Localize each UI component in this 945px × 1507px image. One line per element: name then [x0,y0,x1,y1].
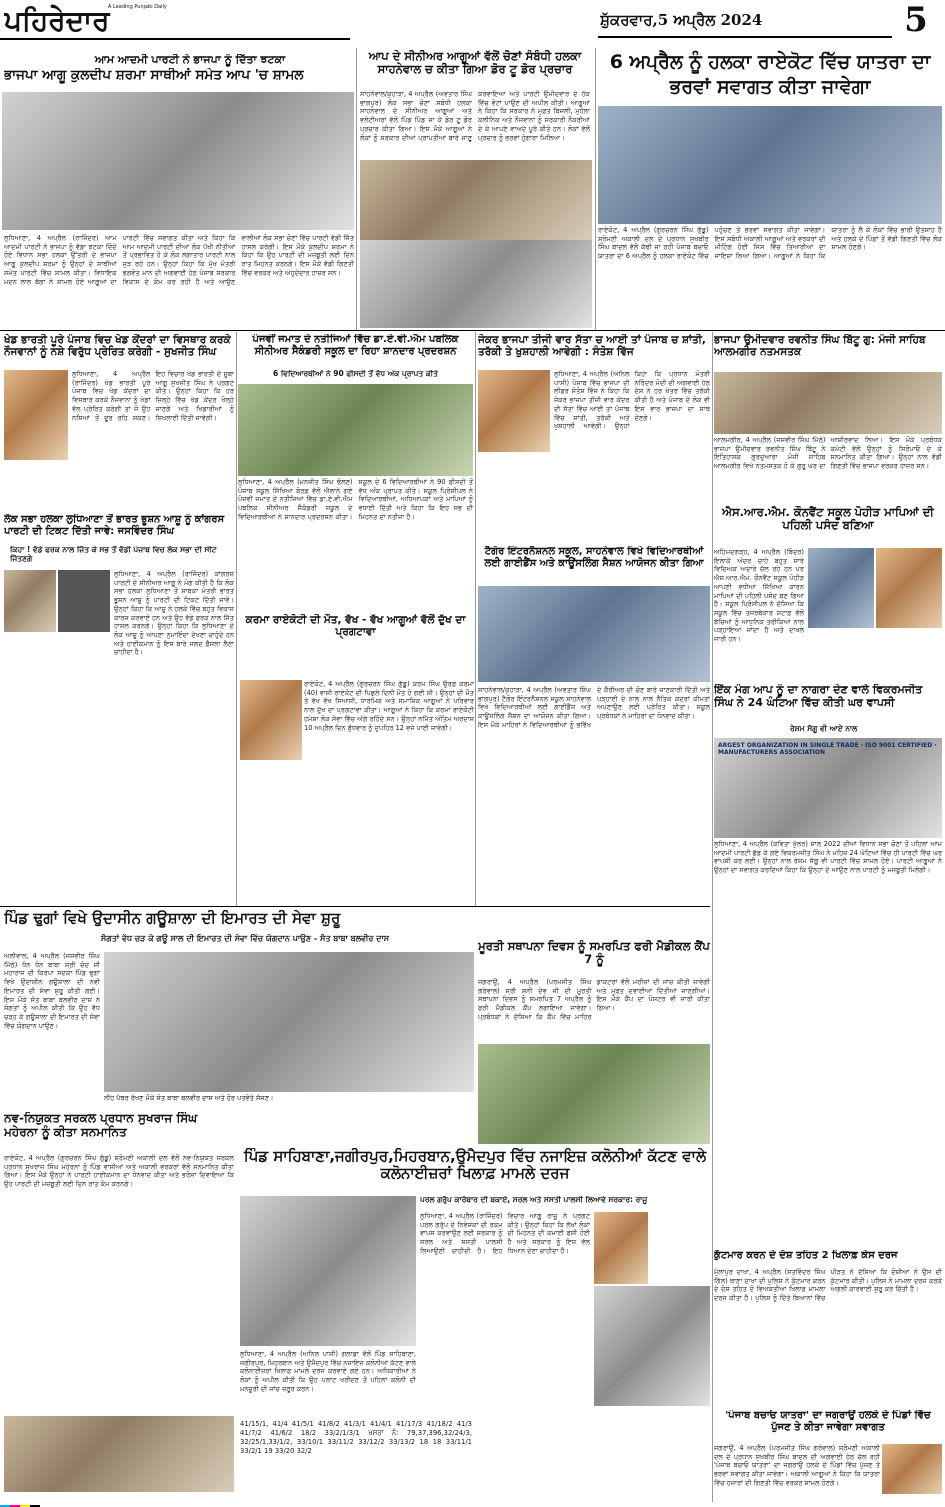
art15-headline: ਨਵ-ਨਿਯੁਕਤ ਸਰਕਲ ਪ੍ਰਧਾਨ ਸੁਖਰਾਜ ਸਿੰਘ ਮਹੇਰਨਾ ਨੂੰ ਕੀਤਾ ਸਨਮਾਨਿਤ [4,1112,198,1139]
masthead [0,0,945,48]
art1-headline: ਭਾਜਪਾ ਆਗੂ ਕੁਲਦੀਪ ਸ਼ਰਮਾ ਸਾਥੀਆਂ ਸਮੇਤ ਆਪ 'ਚ ਸ਼ਾਮਲ [4,68,304,83]
art9-photo [478,586,710,682]
art5-subhead: ਕਿਹਾ ! ਵੱਡੇ ਫਰਕ ਨਾਲ ਜਿੱਤ ਕੇ ਸਭ ਤੋਂ ਵੱਡੀ ਪੰਜਾਬ ਵਿਚ ਲੋਕ ਸਭਾ ਦੀ ਸੀਟ ਜਿੱਤਣਗੇ [10,546,217,563]
art13-headline: ਪਿੰਡ ਢੁਗਾਂ ਵਿਖੇ ਉਦਾਸੀਨ ਗਊਸ਼ਾਲਾ ਦੀ ਇਮਾਰਤ ਦੀ ਸੇਵਾ ਸ਼ੁਰੂ [4,910,341,927]
art13-photo [104,952,474,1092]
art13-subhead: ਸੰਗਤਾਂ ਵੱਧ ਚੜ ਕੇ ਗਊ ਸਾਲ ਦੀ ਇਮਾਰਤ ਦੀ ਸੇਵਾ ਵਿੱਚ ਯੋਗਦਾਨ ਪਾਉਣ - ਸੰਤ ਬਾਬਾ ਬਲਵੀਰ ਦਾਸ [100,934,390,943]
art10-body: ਆਲਮਗੀਰ, 4 ਅਪ੍ਰੈਲ (ਜਸਵੀਰ ਸਿੰਘ ਮਿੱਠੇ) ਭਾਜਪਾ ਉਮੀਦਵਾਰ ਰਵਨੀਤ ਸਿੰਘ ਬਿੱਟੂ ਨੇ ਇਤਿਹਾਸਕ ਗੁਰਦੁਆਰਾ ਮੰਜੀ ਸਾਹਿਬ ਆਲਮਗੀਰ ਵਿਖੇ ਨਤਮਸਤਕ ਹੋ ਕੇ ਗੁਰੂ ਘਰ ਦਾ ਆਸ਼ੀਰਵਾਦ ਲਿਆ। ਇਸ ਮੌਕੇ ਪ੍ਰਬੰਧਕ ਕਮੇਟੀ ਵੱਲੋਂ ਉਨ੍ਹਾਂ ਨੂੰ ਸਿਰੋਪਾਓ ਦੇ ਕੇ ਸਨਮਾਨਿਤ ਕੀਤਾ ਗਿਆ। ਉਨ੍ਹਾਂ ਨਾਲ ਵੱਡੀ ਗਿਣਤੀ ਵਿੱਚ ਭਾਜਪਾ ਵਰਕਰ ਹਾਜ਼ਰ ਸਨ। [714,436,942,471]
art1-kicker: ਆਮ ਆਦਮੀ ਪਾਰਟੀ ਨੇ ਭਾਜਪਾ ਨੂੰ ਦਿੱਤਾ ਝਟਕਾ [94,54,286,66]
art11-photo [808,548,874,628]
page-number: 5 [904,0,928,40]
art19-portrait [882,1444,942,1494]
art6-photo [238,384,473,476]
art9-headline: ਟੈਗੋਰ ਇੰਟਰਨੈਸ਼ਨਲ ਸਕੂਲ, ਸਾਹਨੇਵਾਲ ਵਿਖੇ ਵਿਦਿਆਰਥੀਆਂ ਲਈ ਗਾਈਡੈਂਸ ਅਤੇ ਕਾਊਂਸਲਿੰਗ ਸੈਸ਼ਨ ਆਯੋਜਨ ਕੀਤਾ ਗਿਆ [484,546,704,569]
art18-body: ਮੁੱਲਾਂਪੁਰ ਦਾਖਾ, 4 ਅਪ੍ਰੈਲ (ਸਤਵਿੰਦਰ ਸਿੰਘ ਗਿੱਲ) ਥਾਣਾ ਦਾਖਾ ਦੀ ਪੁਲਿਸ ਨੇ ਕੁੱਟਮਾਰ ਕਰਨ ਦੇ ਦੋਸ਼ ਤਹਿਤ ਦੋ ਵਿਅਕਤੀਆਂ ਖਿਲਾਫ਼ ਮਾਮਲਾ ਦਰਜ ਕੀਤਾ ਹੈ। ਪੁਲਿਸ ਨੂੰ ਦਿੱਤੇ ਬਿਆਨਾਂ ਵਿੱਚ ਪੀੜਤ ਨੇ ਦੱਸਿਆ ਕਿ ਦੋਸ਼ੀਆਂ ਨੇ ਉਸ ਦੀ ਕੁੱਟਮਾਰ ਕੀਤੀ। ਪੁਲਿਸ ਨੇ ਮਾਮਲਾ ਦਰਜ ਕਰਕੇ ਅਗਲੀ ਕਾਰਵਾਈ ਸ਼ੁਰੂ ਕਰ ਦਿੱਤੀ ਹੈ। [714,1268,942,1303]
newspaper-title: ਪਹਿਰੇਦਾਰ [4,4,110,37]
art19-headline: 'ਪੰਜਾਬ ਬਚਾਓ ਯਾਤਰਾ' ਦਾ ਜਗਰਾਉਂ ਹਲਕੇ ਦੇ ਪਿੰਡਾਂ ਵਿੱਚ ਪੁੱਜਣ ਤੇ ਕੀਤਾ ਜਾਵੇਗਾ ਸਵਾਗਤ [725,1410,931,1433]
art15-photo [4,1416,234,1492]
art5-body: ਲੁਧਿਆਣਾ, 4 ਅਪ੍ਰੈਲ (ਰਾਜਿੰਦਰ) ਕਾਂਗਰਸ ਪਾਰਟੀ ਦੇ ਸੀਨੀਅਰ ਆਗੂ ਨੇ ਮੰਗ ਕੀਤੀ ਹੈ ਕਿ ਲੋਕ ਸਭਾ ਹਲਕਾ ਲੁਧਿਆਣਾ ਤੋਂ ਸਾਬਕਾ ਮੰਤਰੀ ਭਾਰਤ ਭੂਸ਼ਨ ਆਸ਼ੂ ਨੂੰ ਪਾਰਟੀ ਦੀ ਟਿਕਟ ਦਿੱਤੀ ਜਾਵੇ। ਉਨ੍ਹਾਂ ਕਿਹਾ ਕਿ ਆਸ਼ੂ ਨੇ ਹਲਕੇ ਵਿੱਚ ਬਹੁਤ ਵਿਕਾਸ ਕਾਰਜ ਕਰਵਾਏ ਹਨ ਅਤੇ ਉਹ ਵੱਡੇ ਫਰਕ ਨਾਲ ਜਿੱਤ ਹਾਸਲ ਕਰਨਗੇ। ਉਨ੍ਹਾਂ ਕਿਹਾ ਕਿ ਲੁਧਿਆਣਾ ਦੇ ਲੋਕ ਆਸ਼ੂ ਨੂੰ ਆਪਣਾ ਨੁਮਾਇੰਦਾ ਦੇਖਣਾ ਚਾਹੁੰਦੇ ਹਨ ਅਤੇ ਹਾਈਕਮਾਨ ਨੂੰ ਇਸ ਬਾਰੇ ਜਲਦ ਫ਼ੈਸਲਾ ਲੈਣਾ ਚਾਹੀਦਾ ਹੈ। [114,570,234,657]
art8-portrait [478,370,550,452]
art2-body: ਸਾਹਨੇਵਾਲ/ਕੁਹਾੜਾ, 4 ਅਪ੍ਰੈਲ (ਅਵਤਾਰ ਸਿੰਘ ਭਾਗਪੁਰ) ਲੋਕ ਸਭਾ ਚੋਣਾਂ ਸਬੰਧੀ ਹਲਕਾ ਸਾਹਨੇਵਾਲ ਦੇ ਸੀਨੀਅਰ ਆਗੂਆਂ ਅਤੇ ਵਲੰਟੀਅਰਾਂ ਵੱਲੋਂ ਪਿੰਡ ਪਿੰਡ ਜਾ ਕੇ ਡੋਰ ਟੂ ਡੋਰ ਪ੍ਰਚਾਰ ਕੀਤਾ ਗਿਆ। ਇਸ ਮੌਕੇ ਆਗੂਆਂ ਨੇ ਲੋਕਾਂ ਨੂੰ ਸਰਕਾਰ ਦੀਆਂ ਪ੍ਰਾਪਤੀਆਂ ਬਾਰੇ ਜਾਣੂ ਕਰਵਾਇਆ ਅਤੇ ਪਾਰਟੀ ਉਮੀਦਵਾਰ ਦੇ ਹੱਕ ਵਿੱਚ ਵੋਟਾਂ ਪਾਉਣ ਦੀ ਅਪੀਲ ਕੀਤੀ। ਆਗੂਆਂ ਨੇ ਕਿਹਾ ਕਿ ਸਰਕਾਰ ਨੇ ਮੁਫ਼ਤ ਬਿਜਲੀ, ਮੁਹੱਲਾ ਕਲੀਨਿਕ ਅਤੇ ਨੌਜਵਾਨਾਂ ਨੂੰ ਸਰਕਾਰੀ ਨੌਕਰੀਆਂ ਦੇ ਕੇ ਆਪਣੇ ਵਾਅਦੇ ਪੂਰੇ ਕੀਤੇ ਹਨ। ਲੋਕਾਂ ਵੱਲੋਂ ਪ੍ਰਚਾਰ ਨੂੰ ਭਰਵਾਂ ਹੁੰਗਾਰਾ ਮਿਲਿਆ। [360,90,590,142]
art6-headline: ਪੰਜਵੀਂ ਜਮਾਤ ਦੇ ਨਤੀਜਿਆਂ ਵਿੱਚ ਡਾ.ਏ.ਵੀ.ਐਮ ਪਬਲਿਕ ਸੀਨੀਅਰ ਸੈਕੰਡਰੀ ਸਕੂਲ ਦਾ ਰਿਹਾ ਸ਼ਾਨਦਾਰ ਪ੍ਰਦਰਸ਼ਨ [252,334,459,357]
art9-body: ਸਾਹਨੇਵਾਲ/ਕੁਹਾੜਾ, 4 ਅਪ੍ਰੈਲ (ਅਵਤਾਰ ਸਿੰਘ ਭਾਗਪੁਰ) ਟੈਗੋਰ ਇੰਟਰਨੈਸ਼ਨਲ ਸਕੂਲ ਸਾਹਨੇਵਾਲ ਵਿਖੇ ਵਿਦਿਆਰਥੀਆਂ ਲਈ ਗਾਈਡੈਂਸ ਅਤੇ ਕਾਊਂਸਲਿੰਗ ਸੈਸ਼ਨ ਦਾ ਆਯੋਜਨ ਕੀਤਾ ਗਿਆ। ਇਸ ਮੌਕੇ ਮਾਹਿਰਾਂ ਨੇ ਵਿਦਿਆਰਥੀਆਂ ਨੂੰ ਭਵਿੱਖ ਦੇ ਕੈਰੀਅਰ ਦੀ ਚੋਣ ਬਾਰੇ ਜਾਣਕਾਰੀ ਦਿੱਤੀ ਅਤੇ ਪੜ੍ਹਾਈ ਦੇ ਨਾਲ ਨਾਲ ਨੈਤਿਕ ਕਦਰਾਂ ਕੀਮਤਾਂ ਅਪਣਾਉਣ ਲਈ ਪ੍ਰੇਰਿਤ ਕੀਤਾ। ਸਕੂਲ ਪ੍ਰਬੰਧਕਾਂ ਨੇ ਮਾਹਿਰਾਂ ਦਾ ਧੰਨਵਾਦ ਕੀਤਾ। [478,686,710,729]
art17-portrait [594,1212,648,1284]
art16-khasra: 41/15/1, 41/4 41/5/1 41/8/2 41/3/1 41/4/1 41/17/3 41/18/2 41/3 41/7/2 41/6/2 18/2 33/2/1/3/1 ਖਸਰਾ ਨੰ: 79,37,396,32/24/3, 32/25/1,33/1/2, 33/10/1 33/11/2 33/12/2 33/13/2 18 18 33/11/1 33/2/1 19 33/20 32/2 [240,1420,472,1455]
art11-headline: ਐਸ.ਆਰ.ਐਮ. ਕੌਨਵੈਂਟ ਸਕੂਲ ਪੋਹੀੜ ਮਾਪਿਆਂ ਦੀ ਪਹਿਲੀ ਪਸੰਦ ਬਣਿਆ [722,506,934,533]
art10-headline: ਭਾਜਪਾ ਉਮੀਦਵਾਰ ਰਵਨੀਤ ਸਿੰਘ ਬਿੱਟੂ ਗੁ: ਮੰਜੀ ਸਾਹਿਬ ਆਲਮਗੀਰ ਨਤਮਸਤਕ [714,334,926,359]
art16-photo [240,1196,416,1346]
art3-body: ਰਾਏਕੋਟ, 4 ਅਪ੍ਰੈਲ (ਗੁਰਚਰਨ ਸਿੰਘ ਗੁੱਡੂ) ਸ਼੍ਰੋਮਣੀ ਅਕਾਲੀ ਦਲ ਦੇ ਪ੍ਰਧਾਨ ਸੁਖਬੀਰ ਸਿੰਘ ਬਾਦਲ ਵੱਲੋਂ ਕੱਢੀ ਜਾ ਰਹੀ ਪੰਜਾਬ ਬਚਾਓ ਯਾਤਰਾ ਦਾ 6 ਅਪ੍ਰੈਲ ਨੂੰ ਹਲਕਾ ਰਾਏਕੋਟ ਵਿੱਚ ਪਹੁੰਚਣ ਤੇ ਭਰਵਾਂ ਸਵਾਗਤ ਕੀਤਾ ਜਾਵੇਗਾ। ਇਸ ਸਬੰਧੀ ਅਕਾਲੀ ਆਗੂਆਂ ਅਤੇ ਵਰਕਰਾਂ ਦੀ ਮੀਟਿੰਗ ਹੋਈ ਜਿਸ ਵਿੱਚ ਤਿਆਰੀਆਂ ਦਾ ਜਾਇਜ਼ਾ ਲਿਆ ਗਿਆ। ਆਗੂਆਂ ਨੇ ਕਿਹਾ ਕਿ ਯਾਤਰਾ ਨੂੰ ਲੈ ਕੇ ਲੋਕਾਂ ਵਿੱਚ ਭਾਰੀ ਉਤਸ਼ਾਹ ਹੈ ਅਤੇ ਹਲਕੇ ਦੇ ਪਿੰਡਾਂ ਤੋਂ ਵੱਡੀ ਗਿਣਤੀ ਵਿੱਚ ਲੋਕ ਸ਼ਾਮਲ ਹੋਣਗੇ। [598,226,942,261]
art12-body: ਲੁਧਿਆਣਾ, 4 ਅਪ੍ਰੈਲ (ਕਵਿਤਾ ਖੁੱਲਰ) ਸਾਲ 2022 ਦੀਆਂ ਵਿਧਾਨ ਸਭਾ ਚੋਣਾਂ ਤੋਂ ਪਹਿਲਾਂ ਆਮ ਆਦਮੀ ਪਾਰਟੀ ਛੱਡ ਕੇ ਗਏ ਵਿਕਰਮਜੀਤ ਸਿੰਘ ਨੇ ਮਹਿਜ਼ 24 ਘੰਟਿਆਂ ਵਿੱਚ ਹੀ ਪਾਰਟੀ ਵਿੱਚ ਘਰ ਵਾਪਸੀ ਕਰ ਲਈ। ਉਨ੍ਹਾਂ ਨਾਲ ਰੇਸ਼ਮ ਸੱਗੂ ਵੀ ਪਾਰਟੀ ਵਿੱਚ ਸ਼ਾਮਲ ਹੋਏ। ਪਾਰਟੀ ਆਗੂਆਂ ਨੇ ਉਨ੍ਹਾਂ ਦਾ ਸਵਾਗਤ ਕਰਦਿਆਂ ਕਿਹਾ ਕਿ ਉਨ੍ਹਾਂ ਦੇ ਆਉਣ ਨਾਲ ਪਾਰਟੀ ਨੂੰ ਮਜ਼ਬੂਤੀ ਮਿਲੇਗੀ। [714,840,942,875]
art15-body: ਰਾਏਕੋਟ, 4 ਅਪ੍ਰੈਲ (ਗੁਰਚਰਨ ਸਿੰਘ ਗੁੱਡੂ) ਸ਼੍ਰੋਮਣੀ ਅਕਾਲੀ ਦਲ ਵੱਲੋਂ ਨਵ-ਨਿਯੁਕਤ ਸਰਕਲ ਪ੍ਰਧਾਨ ਸੁਖਰਾਜ ਸਿੰਘ ਮਹੇਰਨਾ ਨੂੰ ਪਿੰਡ ਵਾਸੀਆਂ ਅਤੇ ਅਕਾਲੀ ਵਰਕਰਾਂ ਵੱਲੋਂ ਸਨਮਾਨਿਤ ਕੀਤਾ ਗਿਆ। ਇਸ ਮੌਕੇ ਉਨ੍ਹਾਂ ਨੇ ਪਾਰਟੀ ਹਾਈਕਮਾਨ ਦਾ ਧੰਨਵਾਦ ਕੀਤਾ ਅਤੇ ਭਰੋਸਾ ਦਿਵਾਇਆ ਕਿ ਉਹ ਪਾਰਟੀ ਦੀ ਮਜ਼ਬੂਤੀ ਲਈ ਦਿਨ ਰਾਤ ਕੰਮ ਕਰਨਗੇ। [4,1154,234,1189]
art6-subhead: 6 ਵਿਦਿਆਰਥੀਆਂ ਨੇ 90 ਫੀਸਦੀ ਤੋਂ ਵੱਧ ਅੰਕ ਪ੍ਰਾਪਤ ਕੀਤੇ [273,370,438,378]
art12-banner-text: ARGEST ORGANIZATION IN SINGLE TRADE · ISO 9001 CERTIFIED · MANUFACTURERS ASSOCIATION [718,742,937,756]
art12-headline: ਇੱਕ ਮੰਗ ਆਪ ਨੂੰ ਦਾ ਨਾਗਰਾ ਦੇਣ ਵਾਲੇ ਵਿਕਰਮਜੀਤ ਸਿੰਘ ਨੇ 24 ਘੰਟਿਆ ਵਿੱਚ ਕੀਤੀ ਘਰ ਵਾਪਸੀ [714,684,923,709]
newspaper-tagline: A Leading Punjabi Daily [108,4,167,10]
art11-body: ਅਹਿਮਦਗੜ੍ਹ, 4 ਅਪ੍ਰੈਲ (ਬਿੰਦਰ) ਇਲਾਕੇ ਅੰਦਰ ਚਾਹੇ ਬਹੁਤ ਸਾਰੇ ਵਿਦਿਅਕ ਅਦਾਰੇ ਚੱਲ ਰਹੇ ਹਨ ਪਰ ਐਸ.ਆਰ.ਐਮ. ਕੌਨਵੈਂਟ ਸਕੂਲ ਪੋਹੀੜ ਆਪਣੀ ਵਧੀਆ ਸਿੱਖਿਆ ਕਾਰਨ ਮਾਪਿਆਂ ਦੀ ਪਹਿਲੀ ਪਸੰਦ ਬਣ ਗਿਆ ਹੈ। ਸਕੂਲ ਪ੍ਰਿੰਸੀਪਲ ਨੇ ਦੱਸਿਆ ਕਿ ਸਕੂਲ ਵਿੱਚ ਤਜਰਬੇਕਾਰ ਸਟਾਫ਼ ਵੱਲੋਂ ਬੱਚਿਆਂ ਨੂੰ ਆਧੁਨਿਕ ਤਰੀਕਿਆਂ ਨਾਲ ਪੜ੍ਹਾਇਆ ਜਾਂਦਾ ਹੈ ਅਤੇ ਦਾਖਲੇ ਜਾਰੀ ਹਨ। [714,548,804,644]
column-rule [595,48,596,330]
registration-bar [0,1498,945,1507]
art17-headline: ਪਰਲ ਗਰੁੱਪ ਕਾਰੋਬਾਰ ਦੀ ਬਕਾਏ, ਸਰਲ ਅਤੇ ਸਸਤੀ ਪਾਲਸੀ ਲਿਆਵੇ ਸਰਕਾਰ: ਰਾਜੂ [420,1196,648,1204]
column-rule [236,332,237,906]
art7-headline: ਕਰਮਾ ਰਾਏਕੋਟੀ ਦੀ ਮੌਤ, ਵੱਖ - ਵੱਖ ਆਗੂਆਂ ਵੱਲੋਂ ਦੁੱਖ ਦਾ ਪ੍ਰਗਟਾਵਾ [245,614,466,639]
art17-body: ਲੁਧਿਆਣਾ, 4 ਅਪ੍ਰੈਲ (ਰਾਜਿੰਦਰ) ਪਰਲ ਗਰੁੱਪ ਦੇ ਨਿਵੇਸ਼ਕਾਂ ਦੀ ਰਕਮ ਵਾਪਸ ਕਰਵਾਉਣ ਲਈ ਸਰਕਾਰ ਨੂੰ ਸਰਲ ਅਤੇ ਸਸਤੀ ਪਾਲਸੀ ਲਿਆਉਣੀ ਚਾਹੀਦੀ ਹੈ। ਇਹ ਵਿਚਾਰ ਆਗੂ ਰਾਜੂ ਨੇ ਪ੍ਰਗਟ ਕੀਤੇ। ਉਨ੍ਹਾਂ ਕਿਹਾ ਕਿ ਲੱਖਾਂ ਲੋਕਾਂ ਦੀ ਮਿਹਨਤ ਦੀ ਕਮਾਈ ਫਸੀ ਹੋਈ ਹੈ ਅਤੇ ਸਰਕਾਰ ਨੂੰ ਇਸ ਵੱਲ ਧਿਆਨ ਦੇਣਾ ਚਾਹੀਦਾ ਹੈ। [420,1212,590,1255]
art8-body: ਲੁਧਿਆਣਾ, 4 ਅਪ੍ਰੈਲ (ਅਨਿਲ ਪਾਸੀ) ਪੰਜਾਬ ਵਿੱਚ ਭਾਜਪਾ ਦੀ ਲੀਡਰ ਸੰਤੋਸ਼ ਵਿੱਜ ਨੇ ਕਿਹਾ ਕਿ ਜੇਕਰ ਭਾਜਪਾ ਤੀਜੀ ਵਾਰ ਕੇਂਦਰ ਦੀ ਸੱਤਾ ਵਿੱਚ ਆਈ ਤਾਂ ਪੰਜਾਬ ਵਿੱਚ ਸ਼ਾਂਤੀ, ਤਰੱਕੀ ਅਤੇ ਖੁਸ਼ਹਾਲੀ ਆਵੇਗੀ। ਉਨ੍ਹਾਂ ਕਿਹਾ ਕਿ ਪ੍ਰਧਾਨ ਮੰਤਰੀ ਨਰਿੰਦਰ ਮੋਦੀ ਦੀ ਅਗਵਾਈ ਹੇਠ ਦੇਸ਼ ਨੇ ਹਰ ਖੇਤਰ ਵਿੱਚ ਤਰੱਕੀ ਕੀਤੀ ਹੈ ਅਤੇ ਪੰਜਾਬ ਦੇ ਲੋਕ ਵੀ ਇਸ ਵਾਰ ਭਾਜਪਾ ਦਾ ਸਾਥ ਦੇਣਗੇ। [554,370,710,431]
art12-subhead: ਰੇਸ਼ਮ ਸੱਗੂ ਵੀ ਆਏ ਨਾਲ [790,724,858,733]
column-rule [712,332,713,1502]
art2-headline: ਆਪ ਦੇ ਸੀਨੀਅਰ ਆਗੂਆਂ ਵੱਲੋਂ ਚੋਣਾਂ ਸੰਬੰਧੀ ਹਲਕਾ ਸਾਹਨੇਵਾਲ ਚ ਕੀਤਾ ਗਿਆ ਡੋਰ ਟੂ ਡੋਰ ਪ੍ਰਚਾਰ [368,50,582,77]
masthead-rule-right [598,36,892,38]
art3-headline: 6 ਅਪ੍ਰੈਲ ਨੂੰ ਹਲਕਾ ਰਾਏਕੋਟ ਵਿੱਚ ਯਾਤਰਾ ਦਾ ਭਰਵਾਂ ਸਵਾਗਤ ਕੀਤਾ ਜਾਵੇਗਾ [609,51,931,98]
art14-headline: ਮੂਰਤੀ ਸਥਾਪਨਾ ਦਿਵਸ ਨੂੰ ਸਮਰਪਿਤ ਫਰੀ ਮੈਡੀਕਲ ਕੈਂਪ 7 ਨੂੰ [478,940,710,967]
art5-photo-left [4,570,56,632]
column-rule [475,332,476,906]
masthead-rule-left [0,38,350,40]
art11-photo-2 [876,548,942,628]
art13-caption: ਨੀਂਹ ਪੱਥਰ ਰੱਖਣ ਮੌਕੇ ਸੰਤ ਬਾਬਾ ਬਲਵੀਰ ਦਾਸ ਅਤੇ ਹੋਰ ਪਤਵੰਤੇ ਸੱਜਣ। [104,1094,274,1102]
art7-body: ਰਾਏਕੋਟ, 4 ਅਪ੍ਰੈਲ (ਗੁਰਚਰਨ ਸਿੰਘ ਗੁੱਡੂ) ਕਰਮ ਸਿੰਘ ਉਰਫ਼ ਕਰਮਾ (40) ਵਾਸੀ ਰਾਏਕੋਟ ਦੀ ਪਿਛਲੇ ਦਿਨੀਂ ਮੌਤ ਹੋ ਗਈ ਸੀ। ਉਨ੍ਹਾਂ ਦੀ ਮੌਤ ਤੇ ਵੱਖ ਵੱਖ ਸਿਆਸੀ, ਧਾਰਮਿਕ ਅਤੇ ਸਮਾਜਿਕ ਆਗੂਆਂ ਨੇ ਪਰਿਵਾਰ ਨਾਲ ਦੁੱਖ ਦਾ ਪ੍ਰਗਟਾਵਾ ਕੀਤਾ। ਆਗੂਆਂ ਨੇ ਕਿਹਾ ਕਿ ਕਰਮਾ ਰਾਏਕੋਟੀ ਹਮੇਸ਼ਾ ਲੋਕ ਸੇਵਾ ਵਿੱਚ ਅੱਗੇ ਰਹਿੰਦੇ ਸਨ। ਉਨ੍ਹਾਂ ਨਮਿੱਤ ਅੰਤਿਮ ਅਰਦਾਸ 10 ਅਪ੍ਰੈਲ ਦਿਨ ਬੁੱਧਵਾਰ ਨੂੰ ਦੁਪਹਿਰ 12 ਵਜੇ ਪਾਈ ਜਾਵੇਗੀ। [304,680,474,732]
section-rule-1 [0,330,945,331]
art5-headline: ਲੋਕ ਸਭਾ ਹਲਕਾ ਲੁਧਿਆਣਾ ਤੋਂ ਭਾਰਤ ਭੂਸ਼ਨ ਆਸ਼ੂ ਨੂੰ ਕਾਂਗਰਸ ਪਾਰਟੀ ਦੀ ਟਿਕਟ ਦਿੱਤੀ ਜਾਵੇ: ਜਸਵਿੰਦਰ ਸਿੰਘ [4,514,225,537]
art2-photo-small [360,240,592,328]
art13-body: ਅਲੀਵਾਲ, 4 ਅਪ੍ਰੈਲ (ਜਸਵੀਰ ਸਿੰਘ ਮਿੱਠੇ) ਧੰਨ ਧੰਨ ਬਾਬਾ ਸ੍ਰੀ ਚੰਦ ਜੀ ਮਹਾਰਾਜ ਦੀ ਕਿਰਪਾ ਸਦਕਾ ਪਿੰਡ ਢੁਗਾਂ ਵਿਖੇ ਉਦਾਸੀਨ ਗਊਸ਼ਾਲਾ ਦੀ ਨਵੀਂ ਇਮਾਰਤ ਦੀ ਸੇਵਾ ਸ਼ੁਰੂ ਕੀਤੀ ਗਈ। ਇਸ ਮੌਕੇ ਸੰਤ ਬਾਬਾ ਬਲਵੀਰ ਦਾਸ ਨੇ ਸੰਗਤਾਂ ਨੂੰ ਅਪੀਲ ਕੀਤੀ ਕਿ ਉਹ ਵੱਧ ਚੜ੍ਹ ਕੇ ਗਊਸ਼ਾਲਾ ਦੀ ਇਮਾਰਤ ਦੀ ਸੇਵਾ ਵਿੱਚ ਯੋਗਦਾਨ ਪਾਉਣ। [4,952,100,1030]
art14-photo [478,1044,710,1144]
art14-body: ਜਗਰਾਉਂ, 4 ਅਪ੍ਰੈਲ (ਪਰਮਜੀਤ ਸਿੰਘ ਗਰੇਵਾਲ) ਸ੍ਰੀ ਸ਼ਨੀ ਦੇਵ ਜੀ ਦੀ ਮੂਰਤੀ ਸਥਾਪਨਾ ਦਿਵਸ ਨੂੰ ਸਮਰਪਿਤ 7 ਅਪ੍ਰੈਲ ਨੂੰ ਫਰੀ ਮੈਡੀਕਲ ਕੈਂਪ ਲਗਾਇਆ ਜਾਵੇਗਾ। ਪ੍ਰਬੰਧਕਾਂ ਨੇ ਦੱਸਿਆ ਕਿ ਕੈਂਪ ਵਿੱਚ ਮਾਹਿਰ ਡਾਕਟਰਾਂ ਵੱਲੋਂ ਮਰੀਜ਼ਾਂ ਦੀ ਜਾਂਚ ਕੀਤੀ ਜਾਵੇਗੀ ਅਤੇ ਮੁਫ਼ਤ ਦਵਾਈਆਂ ਦਿੱਤੀਆਂ ਜਾਣਗੀਆਂ। ਇਸ ਮੌਕੇ ਕੈਂਪ ਦਾ ਪੋਸਟਰ ਵੀ ਜਾਰੀ ਕੀਤਾ ਗਿਆ। [478,978,710,1021]
art1-photo [2,92,354,230]
art10-photo [714,372,942,434]
issue-date: ਸ਼ੁੱਕਰਵਾਰ,5 ਅਪ੍ਰੈਲ 2024 [600,12,763,29]
art4-portrait [4,370,68,460]
art18-headline: ਕੁੱਟਮਾਰ ਕਰਨ ਦੇ ਦੋਸ਼ ਤਹਿਤ 2 ਖਿਲਾਫ਼ ਕੇਸ ਦਰਜ [714,1250,898,1261]
art6-body: ਲੁਧਿਆਣਾ, 4 ਅਪ੍ਰੈਲ (ਮਨਜੀਤ ਸਿੰਘ ਢੋਲਣ) ਪੰਜਾਬ ਸਕੂਲ ਸਿੱਖਿਆ ਬੋਰਡ ਵੱਲੋਂ ਐਲਾਨੇ ਗਏ ਪੰਜਵੀਂ ਜਮਾਤ ਦੇ ਨਤੀਜਿਆਂ ਵਿੱਚ ਡਾ.ਏ.ਵੀ.ਐਮ ਪਬਲਿਕ ਸੀਨੀਅਰ ਸੈਕੰਡਰੀ ਸਕੂਲ ਦੇ ਵਿਦਿਆਰਥੀਆਂ ਨੇ ਸ਼ਾਨਦਾਰ ਪ੍ਰਦਰਸ਼ਨ ਕੀਤਾ। ਸਕੂਲ ਦੇ 6 ਵਿਦਿਆਰਥੀਆਂ ਨੇ 90 ਫੀਸਦੀ ਤੋਂ ਵੱਧ ਅੰਕ ਪ੍ਰਾਪਤ ਕੀਤੇ। ਸਕੂਲ ਪ੍ਰਿੰਸੀਪਲ ਨੇ ਵਿਦਿਆਰਥੀਆਂ, ਅਧਿਆਪਕਾਂ ਅਤੇ ਮਾਪਿਆਂ ਨੂੰ ਵਧਾਈ ਦਿੱਤੀ ਅਤੇ ਕਿਹਾ ਕਿ ਇਹ ਸਭ ਦੀ ਮਿਹਨਤ ਦਾ ਨਤੀਜਾ ਹੈ। [238,478,473,521]
art19-body: ਜਗਰਾਉਂ, 4 ਅਪ੍ਰੈਲ (ਪਰਮਜੀਤ ਸਿੰਘ ਗਰੇਵਾਲ) ਸ਼੍ਰੋਮਣੀ ਅਕਾਲੀ ਦਲ ਦੇ ਪ੍ਰਧਾਨ ਸੁਖਬੀਰ ਸਿੰਘ ਬਾਦਲ ਦੀ ਅਗਵਾਈ ਹੇਠ ਚੱਲ ਰਹੀ 'ਪੰਜਾਬ ਬਚਾਓ ਯਾਤਰਾ' ਦਾ ਜਗਰਾਉਂ ਹਲਕੇ ਦੇ ਪਿੰਡਾਂ ਵਿੱਚ ਪੁੱਜਣ ਤੇ ਭਰਵਾਂ ਸਵਾਗਤ ਕੀਤਾ ਜਾਵੇਗਾ। ਅਕਾਲੀ ਆਗੂਆਂ ਨੇ ਕਿਹਾ ਕਿ ਯਾਤਰਾ ਵਿੱਚ ਹਜ਼ਾਰਾਂ ਦੀ ਗਿਣਤੀ ਵਿੱਚ ਵਰਕਰ ਸ਼ਾਮਲ ਹੋਣਗੇ। [714,1444,880,1487]
section-rule-2 [0,906,710,907]
art3-photo [598,106,942,224]
art16-headline: ਪਿੰਡ ਸਾਹਿਬਾਣਾ,ਜਗੀਰਪੁਰ,ਮਿਹਰਬਾਨ,ਉਮੈਦਪੁਰ ਵਿੱਚ ਨਜਾਇਜ਼ ਕਲੋਨੀਆਂ ਕੱਟਣ ਵਾਲੇ ਕਲੋਨਾਈਜ਼ਰਾਂ ਖਿਲਾਫ਼ ਮਾਮਲੇ ਦਰਜ [243,1148,707,1183]
art5-photo-right [58,570,110,632]
art8-headline: ਜੇਕਰ ਭਾਜਪਾ ਤੀਜੀ ਵਾਰ ਸੱਤਾ ਚ ਆਈ ਤਾਂ ਪੰਜਾਬ ਚ ਸ਼ਾਂਤੀ, ਤਰੱਕੀ ਤੇ ਖੁਸ਼ਹਾਲੀ ਆਵੇਗੀ : ਸੰਤੋਸ਼ ਵਿੱਜ [478,334,706,359]
art2-photo [360,160,592,240]
art17-photo [594,1286,710,1406]
art16-body: ਲੁਧਿਆਣਾ, 4 ਅਪ੍ਰੈਲ (ਅਨਿਲ ਪਾਸੀ) ਗਲਾਡਾ ਵੱਲੋਂ ਪਿੰਡ ਸਾਹਿਬਾਣਾ, ਜਗੀਰਪੁਰ, ਮਿਹਰਬਾਨ ਅਤੇ ਉਮੈਦਪੁਰ ਵਿੱਚ ਨਜਾਇਜ਼ ਕਲੋਨੀਆਂ ਕੱਟਣ ਵਾਲੇ ਕਲੋਨਾਈਜ਼ਰਾਂ ਖਿਲਾਫ਼ ਮਾਮਲੇ ਦਰਜ ਕਰਵਾਏ ਗਏ ਹਨ। ਅਧਿਕਾਰੀਆਂ ਨੇ ਲੋਕਾਂ ਨੂੰ ਅਪੀਲ ਕੀਤੀ ਕਿ ਉਹ ਪਲਾਟ ਖਰੀਦਣ ਤੋਂ ਪਹਿਲਾਂ ਕਲੋਨੀ ਦੀ ਮਨਜ਼ੂਰੀ ਦੀ ਜਾਂਚ ਜ਼ਰੂਰ ਕਰਨ। [240,1350,416,1393]
art4-body: ਲੁਧਿਆਣਾ, 4 ਅਪ੍ਰੈਲ (ਰਾਜਿੰਦਰ) ਖੇਡ ਭਾਰਤੀ ਪੂਰੇ ਪੰਜਾਬ ਵਿਚ ਖੇਡ ਕੇਂਦਰਾਂ ਦਾ ਵਿਸਥਾਰ ਕਰਕੇ ਨੌਜਵਾਨਾਂ ਨੂੰ ਖੇਡਾਂ ਵੱਲ ਪ੍ਰੇਰਿਤ ਕਰੇਗੀ ਤਾਂ ਜੋ ਉਹ ਨਸ਼ਿਆਂ ਤੋਂ ਦੂਰ ਰਹਿ ਸਕਣ। ਇਹ ਵਿਚਾਰ ਖੇਡ ਭਾਰਤੀ ਦੇ ਸੂਬਾ ਆਗੂ ਸੁਖਜੀਤ ਸਿੰਘ ਨੇ ਪ੍ਰਗਟ ਕੀਤੇ। ਉਨ੍ਹਾਂ ਕਿਹਾ ਕਿ ਹਰ ਜ਼ਿਲ੍ਹੇ ਵਿੱਚ ਖੇਡ ਕੇਂਦਰ ਖੋਲ੍ਹੇ ਜਾਣਗੇ ਅਤੇ ਖਿਡਾਰੀਆਂ ਨੂੰ ਸਿਖਲਾਈ ਦਿੱਤੀ ਜਾਵੇਗੀ। [72,370,234,422]
art4-headline: ਖੇਡ ਭਾਰਤੀ ਪੂਰੇ ਪੰਜਾਬ ਵਿਚ ਖੇਡ ਕੇਂਦਰਾਂ ਦਾ ਵਿਸਥਾਰ ਕਰਕੇ ਨੌਜਵਾਨਾਂ ਨੂੰ ਨਸ਼ੇ ਵਿਰੁੱਧ ਪ੍ਰੇਰਿਤ ਕਰੇਗੀ - ਸੁਖਜੀਤ ਸਿੰਘ [4,334,231,359]
art1-body: ਲੁਧਿਆਣਾ, 4 ਅਪ੍ਰੈਲ (ਰਾਜਿੰਦਰ) ਆਮ ਆਦਮੀ ਪਾਰਟੀ ਨੇ ਭਾਜਪਾ ਨੂੰ ਵੱਡਾ ਝਟਕਾ ਦਿੰਦੇ ਹੋਏ ਵਿਧਾਨ ਸਭਾ ਹਲਕਾ ਉੱਤਰੀ ਦੇ ਭਾਜਪਾ ਆਗੂ ਕੁਲਦੀਪ ਸ਼ਰਮਾ ਨੂੰ ਉਨ੍ਹਾਂ ਦੇ ਸਾਥੀਆਂ ਸਮੇਤ ਪਾਰਟੀ ਵਿੱਚ ਸ਼ਾਮਲ ਕੀਤਾ। ਵਿਧਾਇਕ ਮਦਨ ਲਾਲ ਬੱਗਾ ਨੇ ਸ਼ਾਮਲ ਹੋਏ ਆਗੂਆਂ ਦਾ ਪਾਰਟੀ ਵਿੱਚ ਸਵਾਗਤ ਕੀਤਾ ਅਤੇ ਕਿਹਾ ਕਿ ਆਮ ਆਦਮੀ ਪਾਰਟੀ ਦੀਆਂ ਲੋਕ ਪੱਖੀ ਨੀਤੀਆਂ ਤੋਂ ਪ੍ਰਭਾਵਿਤ ਹੋ ਕੇ ਲੋਕ ਲਗਾਤਾਰ ਪਾਰਟੀ ਨਾਲ ਜੁੜ ਰਹੇ ਹਨ। ਉਨ੍ਹਾਂ ਕਿਹਾ ਕਿ ਮੁੱਖ ਮੰਤਰੀ ਭਗਵੰਤ ਮਾਨ ਦੀ ਅਗਵਾਈ ਹੇਠ ਪੰਜਾਬ ਸਰਕਾਰ ਵਿਕਾਸ ਦੇ ਕੰਮ ਕਰ ਰਹੀ ਹੈ ਅਤੇ ਆਉਣ ਵਾਲੀਆਂ ਲੋਕ ਸਭਾ ਚੋਣਾਂ ਵਿੱਚ ਪਾਰਟੀ ਵੱਡੀ ਜਿੱਤ ਹਾਸਲ ਕਰੇਗੀ। ਇਸ ਮੌਕੇ ਕੁਲਦੀਪ ਸ਼ਰਮਾ ਨੇ ਕਿਹਾ ਕਿ ਉਹ ਪਾਰਟੀ ਦੀ ਮਜ਼ਬੂਤੀ ਲਈ ਦਿਨ ਰਾਤ ਮਿਹਨਤ ਕਰਨਗੇ। ਇਸ ਮੌਕੇ ਵੱਡੀ ਗਿਣਤੀ ਵਿੱਚ ਵਰਕਰ ਅਤੇ ਅਹੁਦੇਦਾਰ ਹਾਜ਼ਰ ਸਨ। [4,234,354,286]
art7-portrait [240,680,302,760]
column-rule [356,48,357,330]
